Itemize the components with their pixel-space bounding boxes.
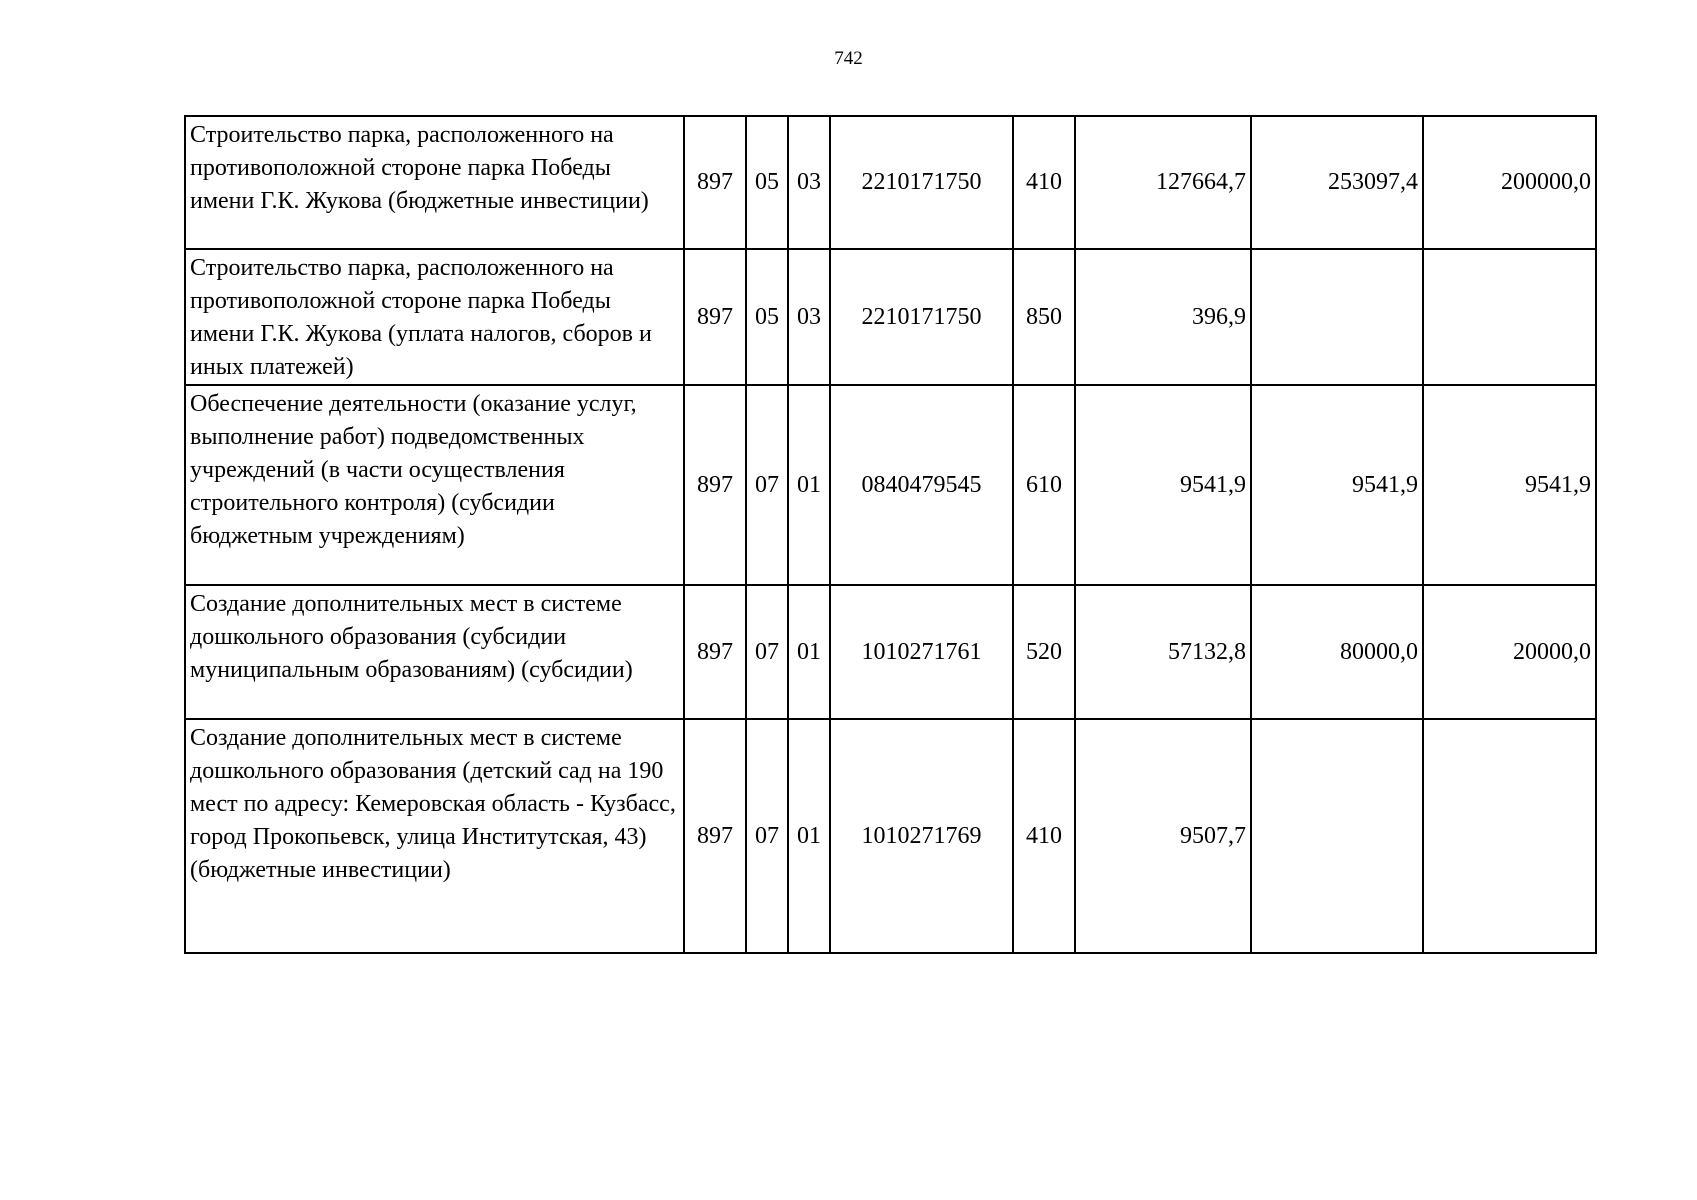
section-code-cell: 05 — [746, 116, 788, 249]
amount-year1-cell: 396,9 — [1075, 249, 1251, 385]
amount-year3-cell — [1423, 249, 1596, 385]
section-code-cell: 05 — [746, 249, 788, 385]
expense-type-cell: 850 — [1013, 249, 1075, 385]
expense-type-cell: 410 — [1013, 116, 1075, 249]
table-row — [185, 385, 1596, 585]
subsection-code-cell: 03 — [788, 249, 830, 385]
section-code-cell: 07 — [746, 385, 788, 585]
amount-year3-cell: 20000,0 — [1423, 585, 1596, 719]
subsection-code-cell: 03 — [788, 116, 830, 249]
table-row — [185, 719, 1596, 953]
amount-year1-cell: 57132,8 — [1075, 585, 1251, 719]
amount-year2-cell — [1251, 249, 1423, 385]
section-code-cell: 07 — [746, 719, 788, 953]
amount-year2-cell: 9541,9 — [1251, 385, 1423, 585]
amount-year1-cell: 9541,9 — [1075, 385, 1251, 585]
expense-name-cell: Создание дополнительных мест в системе дошкольного образования (детский сад на 190 мест по адресу: Кемеровская область - Кузбасс, город Прокопьевск, улица Институтская, 43) (бюджетные инвестиции) — [185, 719, 684, 953]
table-row — [185, 116, 1596, 249]
amount-year3-cell: 200000,0 — [1423, 116, 1596, 249]
subsection-code-cell: 01 — [788, 585, 830, 719]
amount-year3-cell: 9541,9 — [1423, 385, 1596, 585]
ministry-code-cell: 897 — [684, 385, 746, 585]
expense-type-cell: 520 — [1013, 585, 1075, 719]
target-article-cell: 0840479545 — [830, 385, 1013, 585]
subsection-code-cell: 01 — [788, 385, 830, 585]
amount-year2-cell — [1251, 719, 1423, 953]
subsection-code-cell: 01 — [788, 719, 830, 953]
budget-table — [184, 115, 1597, 954]
expense-name-cell: Строительство парка, расположенного на противоположной стороне парка Победы имени Г.К. Жукова (уплата налогов, сборов и иных платежей) — [185, 249, 684, 385]
target-article-cell: 2210171750 — [830, 116, 1013, 249]
page-number: 742 — [834, 48, 863, 69]
amount-year1-cell: 9507,7 — [1075, 719, 1251, 953]
table-row — [185, 585, 1596, 719]
amount-year2-cell: 80000,0 — [1251, 585, 1423, 719]
ministry-code-cell: 897 — [684, 585, 746, 719]
section-code-cell: 07 — [746, 585, 788, 719]
ministry-code-cell: 897 — [684, 719, 746, 953]
amount-year3-cell — [1423, 719, 1596, 953]
expense-name-cell: Строительство парка, расположенного на противоположной стороне парка Победы имени Г.К. Жукова (бюджетные инвестиции) — [185, 116, 684, 249]
table-row — [185, 249, 1596, 385]
target-article-cell: 1010271761 — [830, 585, 1013, 719]
ministry-code-cell: 897 — [684, 249, 746, 385]
expense-type-cell: 610 — [1013, 385, 1075, 585]
expense-name-cell: Обеспечение деятельности (оказание услуг, выполнение работ) подведомственных учреждений (в части осуществления строительного контроля) (субсидии бюджетным учреждениям) — [185, 385, 684, 585]
target-article-cell: 2210171750 — [830, 249, 1013, 385]
amount-year2-cell: 253097,4 — [1251, 116, 1423, 249]
expense-name-cell: Создание дополнительных мест в системе дошкольного образования (субсидии муниципальным образованиям) (субсидии) — [185, 585, 684, 719]
ministry-code-cell: 897 — [684, 116, 746, 249]
expense-type-cell: 410 — [1013, 719, 1075, 953]
amount-year1-cell: 127664,7 — [1075, 116, 1251, 249]
target-article-cell: 1010271769 — [830, 719, 1013, 953]
